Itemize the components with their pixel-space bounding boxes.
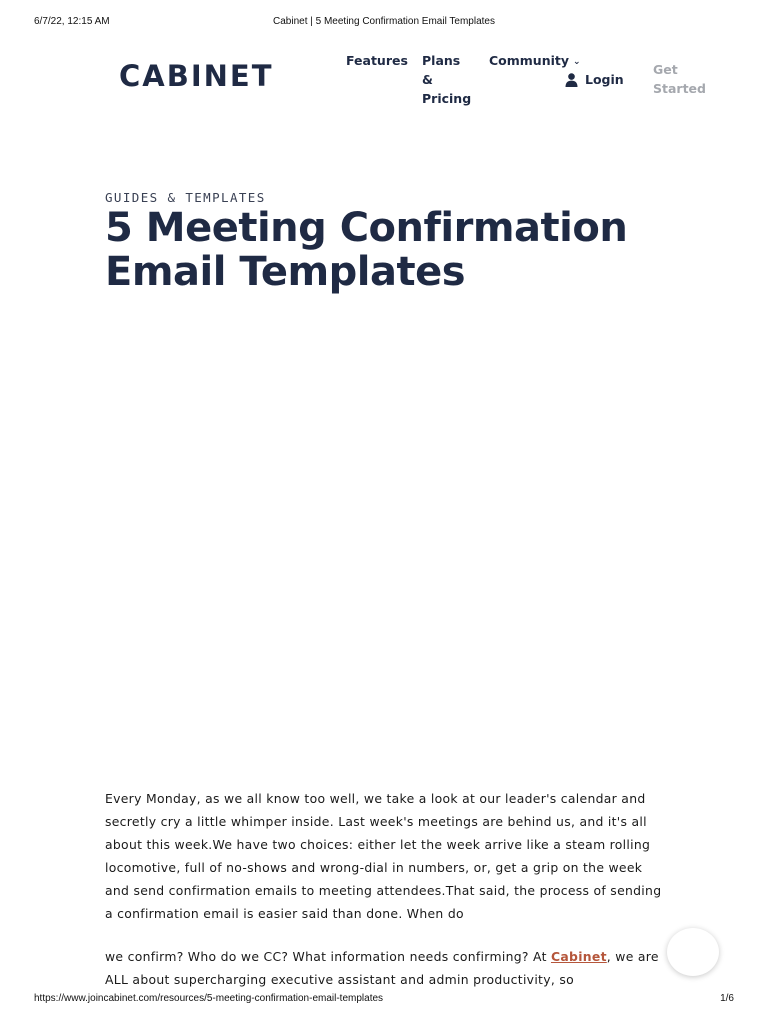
paragraph-text: we confirm? Who do we CC? What information needs confirming? At: [105, 949, 551, 964]
print-page-number: 1/6: [720, 993, 734, 1004]
article-category[interactable]: GUIDES & TEMPLATES: [105, 190, 266, 205]
user-icon: [565, 73, 578, 87]
login-label: Login: [585, 72, 624, 87]
get-started-button[interactable]: [653, 60, 713, 98]
nav-features[interactable]: Features: [346, 53, 408, 68]
paragraph-text: , we are ALL about supercharging executive assistant and admin productivity, so: [105, 949, 659, 987]
nav-plans-line: Plans: [422, 53, 461, 68]
article-paragraph: [105, 945, 670, 991]
print-footer: [34, 993, 734, 1007]
get-started-line: Get: [653, 62, 678, 77]
print-header: [34, 16, 734, 32]
chevron-down-icon: ⌄: [573, 57, 581, 67]
nav-plans-pricing[interactable]: [422, 51, 482, 108]
print-url: https://www.joincabinet.com/resources/5-meeting-confirmation-email-templates: [34, 993, 384, 1004]
print-date: 6/7/22, 12:15 AM: [34, 16, 110, 27]
page-title: 5 Meeting Confirmation Email Templates: [105, 205, 628, 295]
nav-community-label: Community: [489, 53, 570, 68]
nav-community-dropdown[interactable]: [489, 51, 581, 72]
cabinet-logo[interactable]: CABINET: [119, 59, 274, 93]
get-started-line: Started: [653, 81, 706, 96]
article-paragraph: Every Monday, as we all know too well, we take a look at our leader's calendar and secretly cry a little whimper inside. Last week's meetings are behind us, and it's all about this week.We have two choices: either let the week arrive like a steam rolling locomotive, full of no-shows and wrong-dial in numbers, or, get a grip on the week and send confirmation emails to meeting attendees.That said, the process of sending a confirmation email is easier said than done. When do: [105, 791, 662, 921]
chat-widget-button[interactable]: [667, 928, 719, 976]
login-link[interactable]: [565, 70, 624, 89]
print-document-title: Cabinet | 5 Meeting Confirmation Email Templates: [273, 16, 495, 27]
cabinet-link[interactable]: Cabinet: [550, 949, 607, 964]
nav-plans-line: &: [422, 72, 433, 87]
nav-plans-line: Pricing: [422, 91, 472, 106]
